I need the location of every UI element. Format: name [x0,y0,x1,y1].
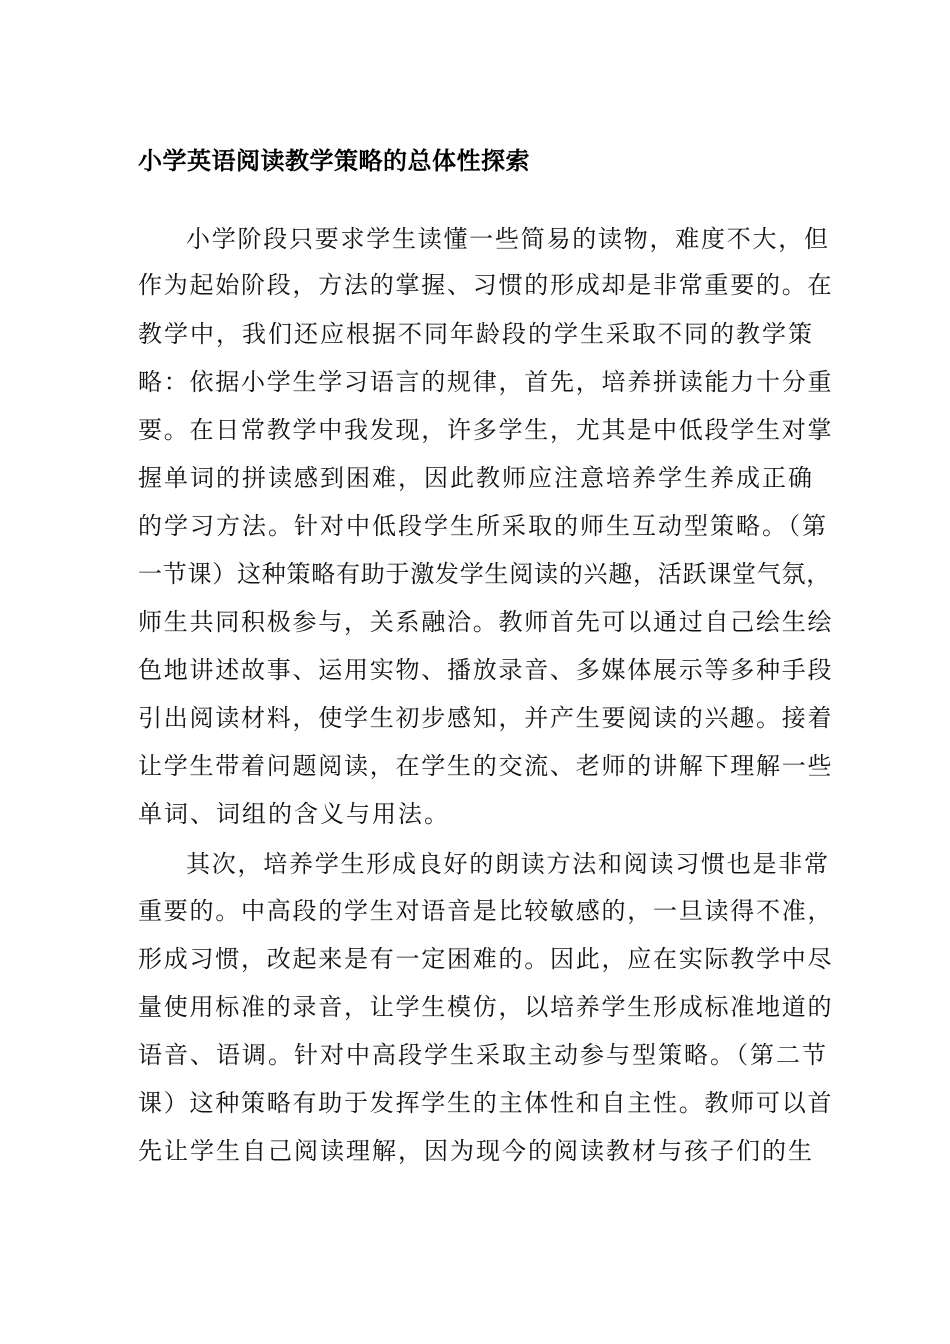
paragraph-line: 让学生带着问题阅读，在学生的交流、老师的讲解下理解一些 [138,752,834,780]
paragraph-line: 要。在日常教学中我发现，许多学生，尤其是中低段学生对掌 [138,416,834,444]
document-title: 小学英语阅读教学策略的总体性探索 [138,146,530,175]
paragraph-line: 作为起始阶段，方法的掌握、习惯的形成却是非常重要的。在 [138,271,834,299]
paragraph-line: 其次，培养学生形成良好的朗读方法和阅读习惯也是非常 [186,850,830,878]
paragraph-line: 单词、词组的含义与用法。 [138,800,450,828]
paragraph-line: 一节课）这种策略有助于激发学生阅读的兴趣，活跃课堂气氛， [138,560,831,588]
paragraph-line: 小学阶段只要求学生读懂一些简易的读物，难度不大，但 [186,225,830,253]
paragraph-line: 语音、语调。针对中高段学生采取主动参与型策略。（第二节 [138,1041,828,1069]
paragraph-line: 略：依据小学生学习语言的规律，首先，培养拼读能力十分重 [138,368,834,396]
paragraph-line: 色地讲述故事、运用实物、播放录音、多媒体展示等多种手段 [138,656,834,684]
paragraph-line: 课）这种策略有助于发挥学生的主体性和自主性。教师可以首 [138,1089,834,1117]
paragraph-line: 教学中，我们还应根据不同年龄段的学生采取不同的教学策 [138,320,814,348]
paragraph-line: 先让学生自己阅读理解，因为现今的阅读教材与孩子们的生 [138,1137,814,1165]
paragraph-line: 量使用标准的录音，让学生模仿，以培养学生形成标准地道的 [138,993,834,1021]
paragraph-line: 引出阅读材料，使学生初步感知，并产生要阅读的兴趣。接着 [138,704,834,732]
paragraph-line: 的学习方法。针对中低段学生所采取的师生互动型策略。（第 [138,512,828,540]
paragraph-line: 握单词的拼读感到困难，因此教师应注意培养学生养成正确 [138,464,814,492]
paragraph-line: 形成习惯，改起来是有一定困难的。因此，应在实际教学中尽 [138,945,834,973]
paragraph-line: 重要的。中高段的学生对语音是比较敏感的，一旦读得不准， [138,897,834,925]
paragraph-line: 师生共同积极参与，关系融洽。教师首先可以通过自己绘生绘 [138,608,834,636]
